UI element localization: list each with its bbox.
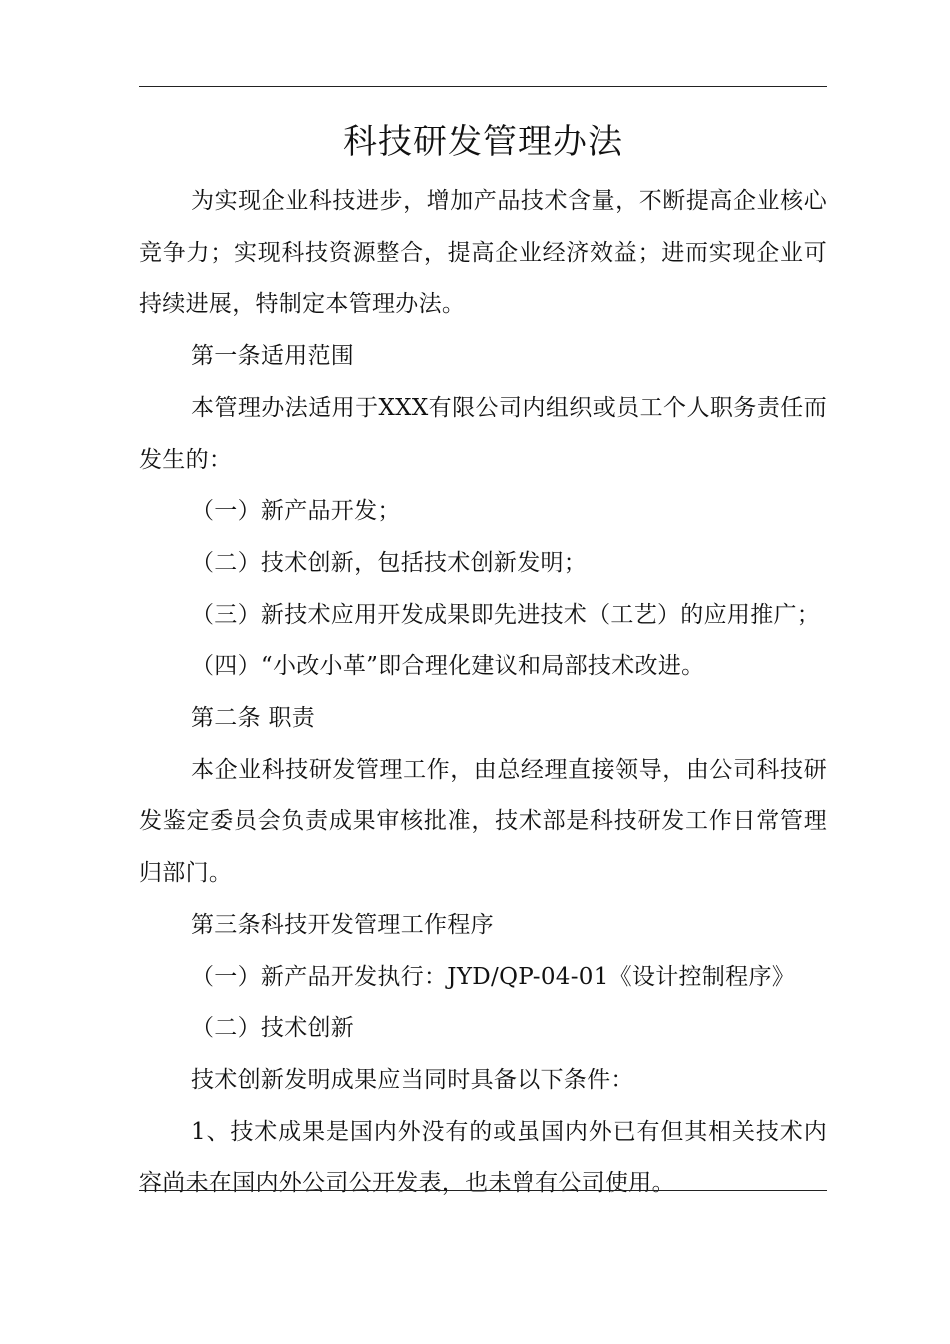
scope-item-1: （一）新产品开发； [191, 498, 401, 525]
article-2-heading: 第二条 职责 [191, 705, 316, 732]
document-title: 科技研发管理办法 [343, 122, 623, 162]
scope-item-4: （四）“小改小革”即合理化建议和局部技术改进。 [191, 653, 705, 680]
footer-rule [139, 1190, 827, 1191]
innovation-condition-1: 1、技术成果是国内外没有的或虽国内外已有但其相关技术内容尚未在国内外公司公开发表，也未曾有公司使用。 [139, 1118, 827, 1197]
article-1-heading: 第一条适用范围 [191, 343, 355, 370]
document-body [139, 176, 827, 1210]
procedure-item-2: （二）技术创新 [191, 1015, 355, 1042]
intro-paragraph: 为实现企业科技进步，增加产品技术含量，不断提高企业核心竞争力；实现科技资源整合，提高企业经济效益；进而实现企业可持续进展，特制定本管理办法。 [139, 188, 827, 318]
header-rule [139, 86, 827, 87]
article-1-scope: 本管理办法适用于XXX有限公司内组织或员工个人职务责任而发生的： [139, 394, 827, 473]
article-3-heading: 第三条科技开发管理工作程序 [191, 911, 494, 938]
scope-item-2: （二）技术创新，包括技术创新发明； [191, 549, 588, 576]
procedure-item-1: （一）新产品开发执行：JYD/QP-04-01《设计控制程序》 [191, 963, 796, 990]
article-2-responsibilities: 本企业科技研发管理工作，由总经理直接领导，由公司科技研发鉴定委员会负责成果审核批准，技术部是科技研发工作日常管理归部门。 [139, 756, 827, 887]
scope-item-3: （三）新技术应用开发成果即先进技术（工艺）的应用推广； [191, 601, 821, 628]
innovation-conditions-intro: 技术创新发明成果应当同时具备以下条件： [191, 1066, 634, 1093]
